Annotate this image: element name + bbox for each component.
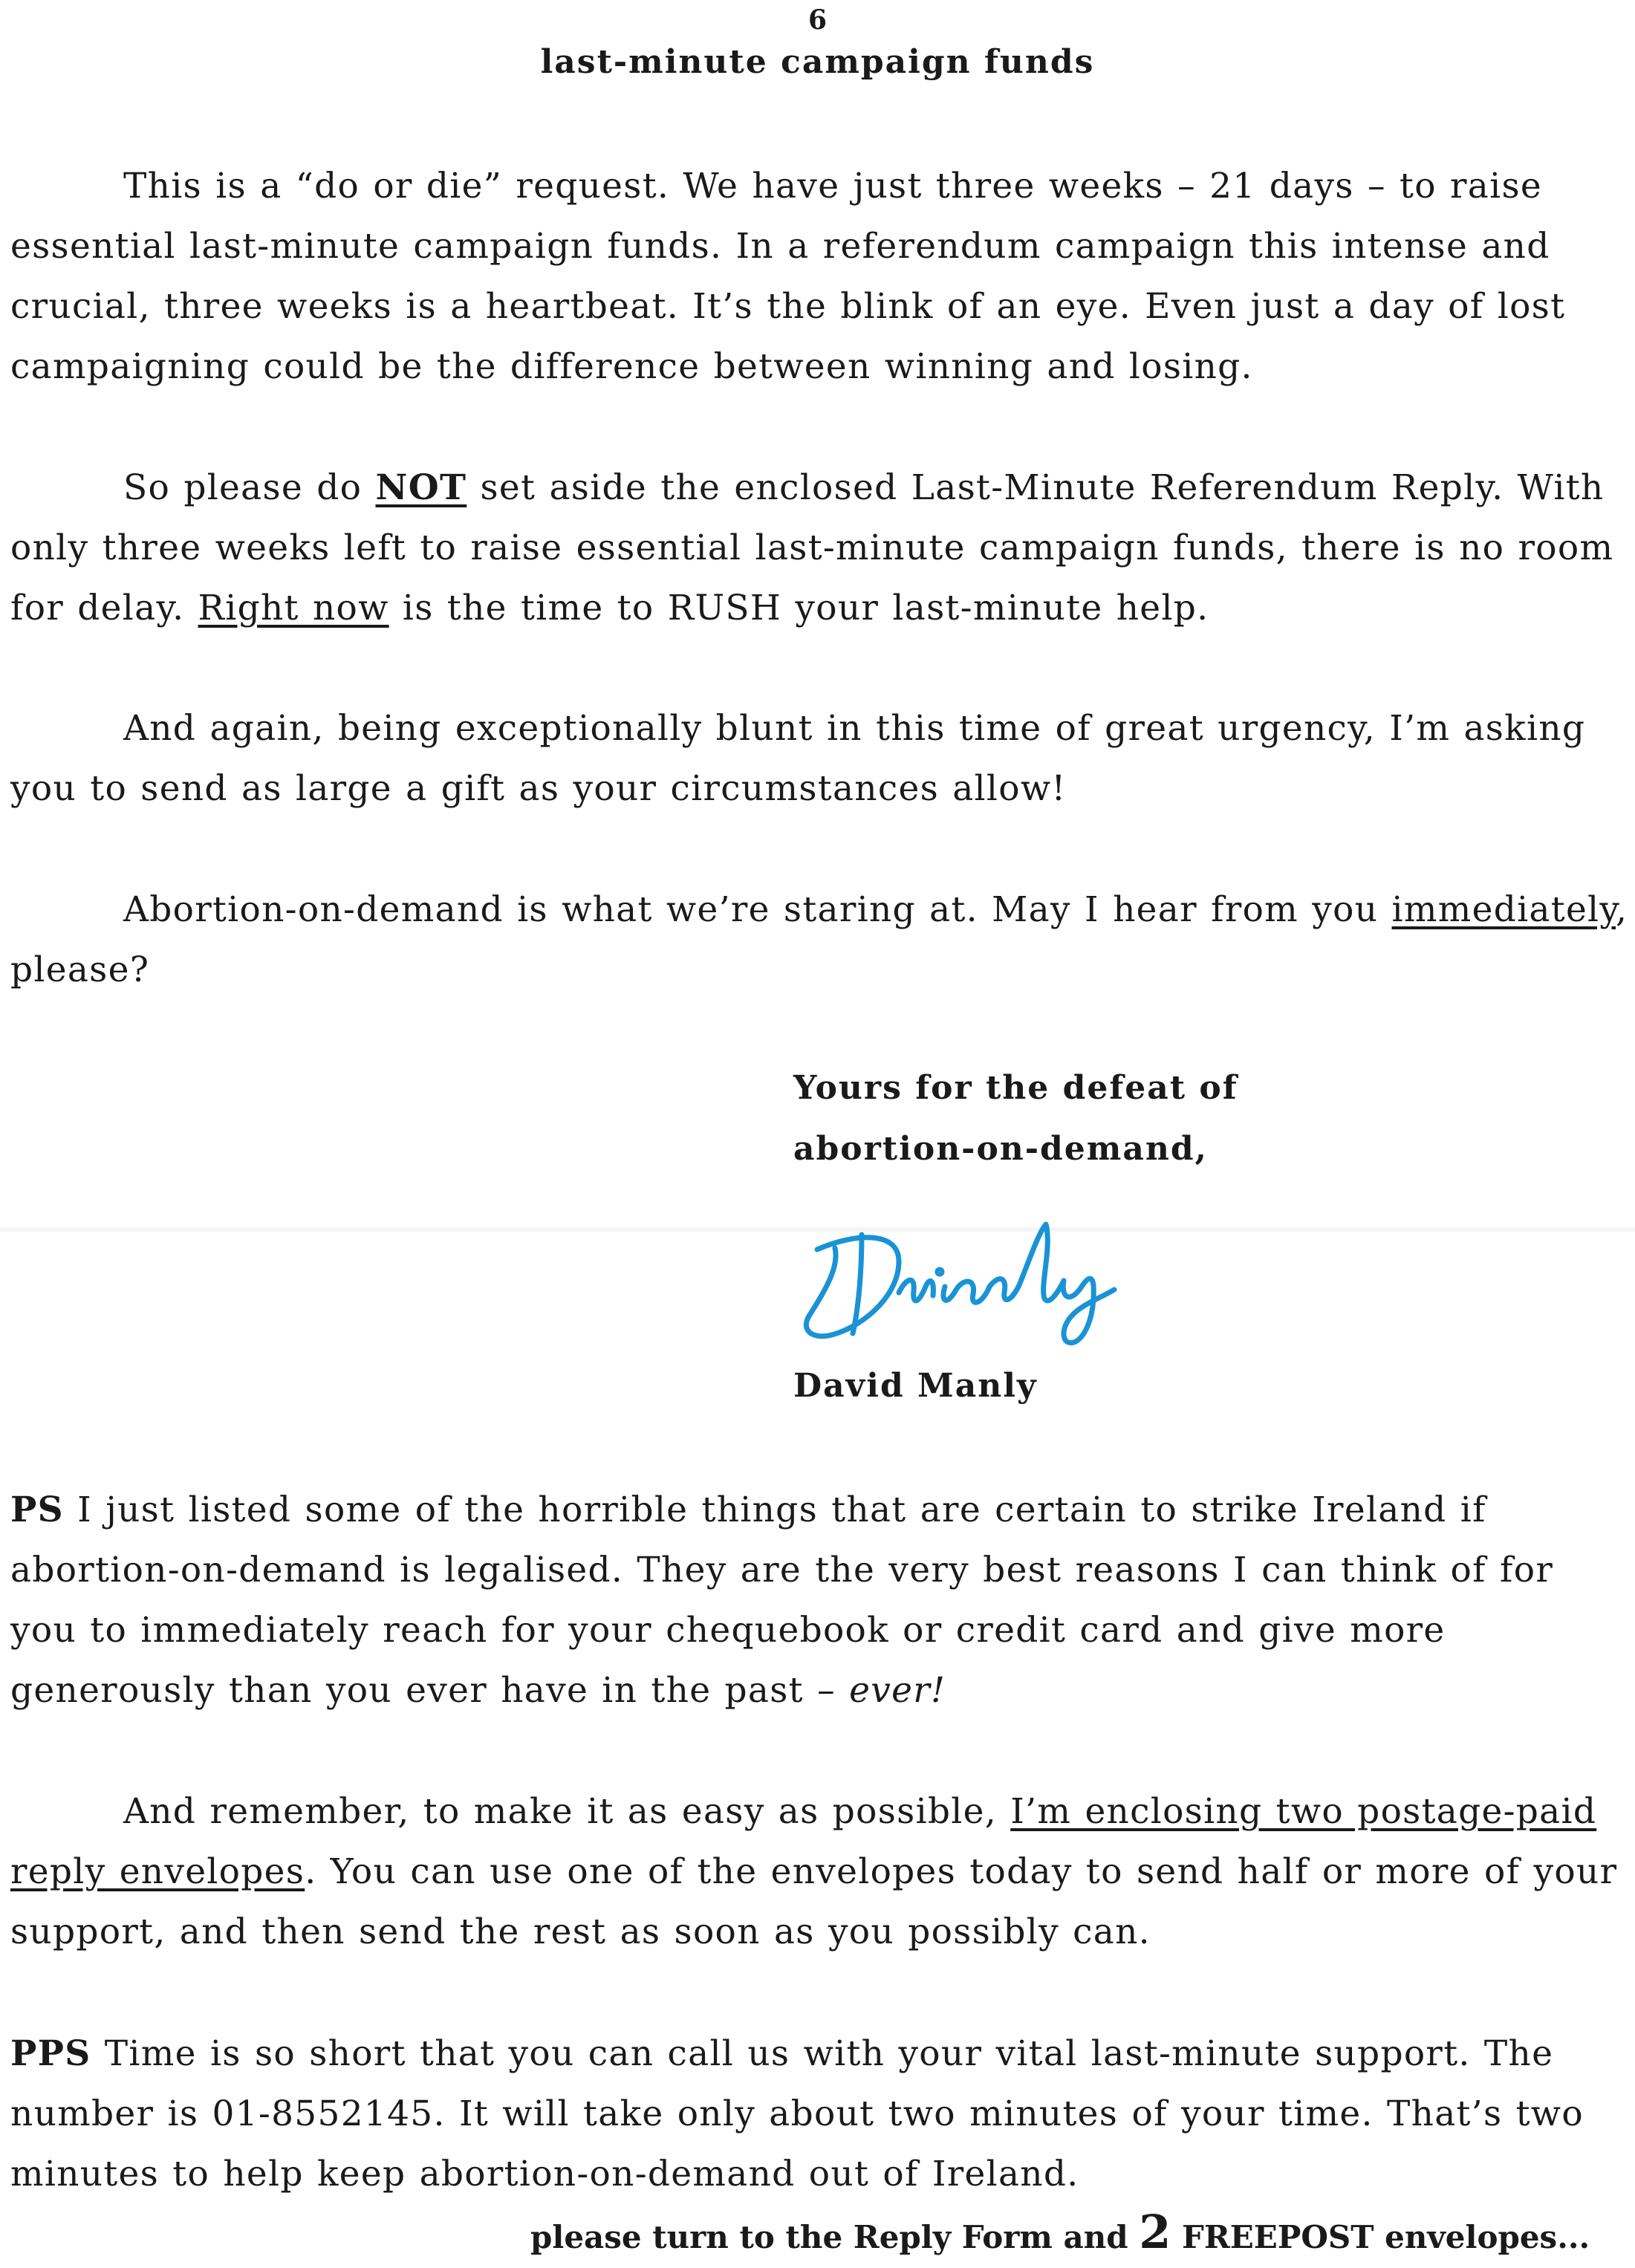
paragraph-blunt-ask xyxy=(10,698,1630,819)
paragraph-text: . You can use one of the envelopes today to send half or more of your support, and then send the rest as soon as you possibly can. xyxy=(10,1851,1618,1952)
pps-paragraph xyxy=(10,2024,1630,2204)
emphasis-ever: ever! xyxy=(849,1670,946,1711)
paragraph-text: So please do xyxy=(123,467,376,508)
ps-label: PS xyxy=(10,1489,64,1530)
paragraph-text: I just listed some of the horrible things that are certain to strike Ireland if abortion-on-demand is legalised. They are the very best reasons I can think of for you to immediately reach for your chequebook or credit card and give more generously than you ever have in the past – xyxy=(10,1489,1554,1711)
paragraph-do-not-set-aside xyxy=(10,458,1630,638)
paragraph-text: Abortion-on-demand is what we’re staring at. May I hear from you xyxy=(123,889,1392,930)
signature-stroke xyxy=(899,1280,933,1301)
paragraph-text: Time is so short that you can call us with your vital last-minute support. The number is 01-8552145. It will take only about two minutes of your time. That’s two minutes to help keep abortion-on-demand out of Ireland. xyxy=(10,2033,1584,2194)
signature-stroke xyxy=(1063,1278,1114,1342)
paragraph-text: , please? xyxy=(10,889,1628,990)
signature-stroke xyxy=(806,1238,899,1336)
ps-envelopes-paragraph xyxy=(10,1781,1630,1962)
paragraph-text: is the time to RUSH your last-minute help. xyxy=(389,588,1209,628)
pps-label: PPS xyxy=(10,2033,91,2074)
page-number: 6 xyxy=(807,4,828,36)
emphasis-reply-envelopes: I’m enclosing two postage-paid reply envelopes xyxy=(10,1791,1597,1892)
emphasis-right-now: Right now xyxy=(198,588,389,628)
emphasis-immediately: immediately xyxy=(1391,889,1616,930)
footer-instruction xyxy=(530,2205,1590,2259)
paragraph-staring-at xyxy=(10,880,1630,1000)
paragraph-do-or-die xyxy=(10,156,1630,397)
closing-line-1: Yours for the defeat of xyxy=(793,1069,1238,1107)
paragraph-text: set aside the enclosed Last-Minute Referendum Reply. With only three weeks left to raise essential last-minute campaign funds, there is no room for delay. xyxy=(10,467,1614,628)
footer-text: FREEPOST envelopes... xyxy=(1171,2219,1590,2255)
paragraph-text: And again, being exceptionally blunt in this time of great urgency, I’m asking you to send as large a gift as your circumstances allow! xyxy=(10,708,1586,809)
footer-number: 2 xyxy=(1139,2205,1171,2259)
ps-paragraph xyxy=(10,1480,1630,1721)
signature-stroke xyxy=(989,1279,1019,1300)
page-heading: last-minute campaign funds xyxy=(540,43,1095,81)
signature-stroke xyxy=(1019,1224,1064,1301)
signer-name: David Manly xyxy=(793,1367,1038,1405)
signature-dot xyxy=(937,1270,942,1274)
paragraph-text: This is a “do or die” request. We have just three weeks – 21 days – to raise essential last-minute campaign funds. In a referendum campaign this intense and crucial, three weeks is a heartbeat. It’s the blink of an eye. Even just a day of lost campaigning could be the difference between winning and losing. xyxy=(10,166,1566,387)
signature-stroke xyxy=(943,1281,989,1302)
handwritten-signature xyxy=(787,1203,1203,1352)
paragraph-text: And remember, to make it as easy as possible, xyxy=(123,1791,1011,1832)
emphasis-not: NOT xyxy=(375,467,467,508)
closing-line-2: abortion-on-demand, xyxy=(793,1130,1208,1168)
footer-text: please turn to the Reply Form and xyxy=(530,2219,1140,2255)
